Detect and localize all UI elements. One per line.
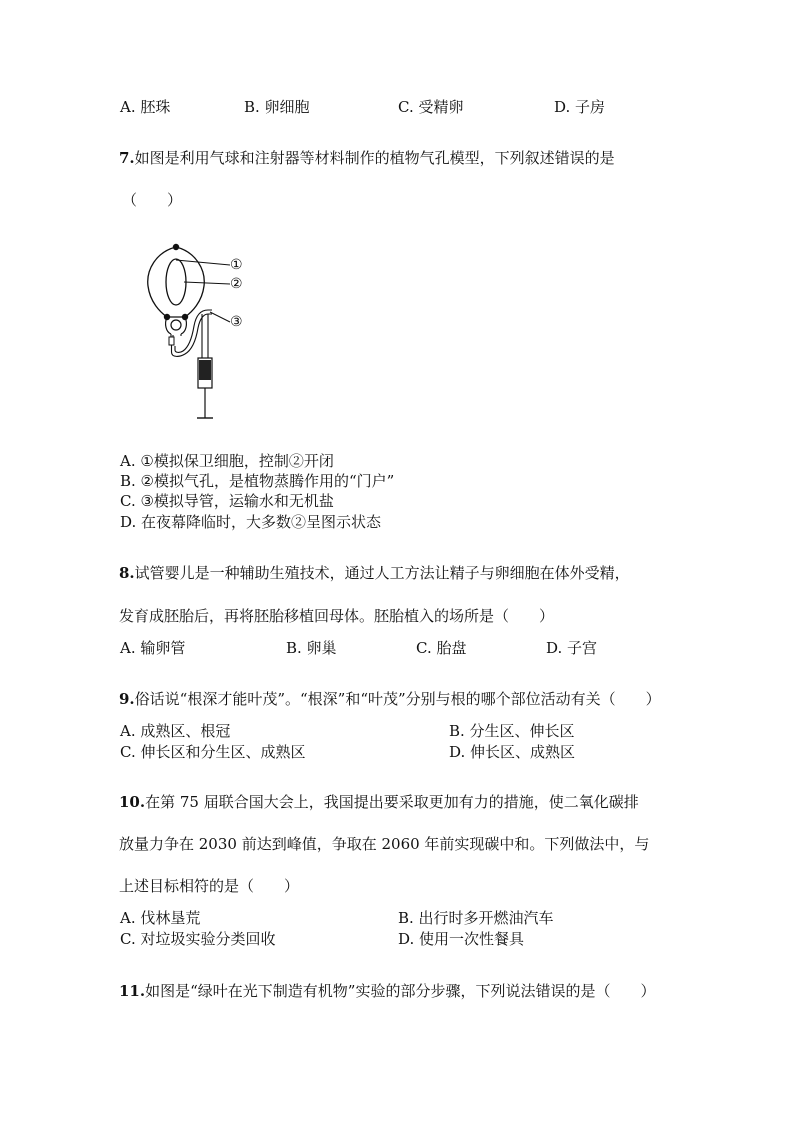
q8-stem-line1 <box>119 563 630 583</box>
q7-option-b: B. ②模拟气孔，是植物蒸腾作用的“门户” <box>120 472 395 490</box>
q7-blank: （ ） <box>122 191 183 209</box>
connector-loop <box>171 320 181 330</box>
figure-label-1: ① <box>230 257 243 273</box>
q9-option-a: A. 成熟区、根冠 <box>120 722 231 740</box>
stoma-model-figure <box>140 240 280 425</box>
q7-stem-text: 如图是利用气球和注射器等材料制作的植物气孔模型，下列叙述错误的是 <box>134 149 615 167</box>
q7-option-c: C. ③模拟导管，运输水和无机盐 <box>120 492 334 510</box>
q8-option-d: D. 子宫 <box>546 639 598 657</box>
q10-stem-line2: 放量力争在 2030 前达到峰值，争取在 2060 年前实现碳中和。下列做法中，与 <box>119 835 650 853</box>
q6-option-b: B. 卵细胞 <box>244 98 310 116</box>
figure-label-3: ③ <box>230 314 243 330</box>
q10-option-b: B. 出行时多开燃油汽车 <box>398 909 554 927</box>
q10-option-a: A. 伐林垦荒 <box>120 909 201 927</box>
q6-option-a: A. 胚珠 <box>120 98 171 116</box>
q7-option-d: D. 在夜幕降临时，大多数②呈图示状态 <box>120 513 382 531</box>
q10-stem-line3: 上述目标相符的是（ ） <box>119 877 300 895</box>
q7-number: 7. <box>119 149 135 167</box>
stoma-opening <box>166 259 186 305</box>
q7-option-a: A. ①模拟保卫细胞，控制②开闭 <box>120 452 334 470</box>
q8-option-b: B. 卵巢 <box>286 639 337 657</box>
q6-option-c: C. 受精卵 <box>398 98 464 116</box>
q9-number: 9. <box>119 690 135 708</box>
q10-stem-text: 在第 75 届联合国大会上，我国提出要采取更加有力的措施，使二氧化碳排 <box>145 793 639 811</box>
q8-stem-line2: 发育成胚胎后，再将胚胎移植回母体。胚胎植入的场所是（ ） <box>119 607 555 625</box>
top-knot <box>173 244 179 250</box>
q8-number: 8. <box>119 564 135 582</box>
q10-stem-line1 <box>119 792 639 812</box>
q9-option-b: B. 分生区、伸长区 <box>449 722 575 740</box>
q10-number: 10. <box>119 793 146 811</box>
q10-option-d: D. 使用一次性餐具 <box>398 930 525 948</box>
q8-option-c: C. 胎盘 <box>416 639 467 657</box>
q11-stem <box>119 981 655 1001</box>
q9-option-d: D. 伸长区、成熟区 <box>449 743 576 761</box>
q9-stem-text: 俗话说“根深才能叶茂”。“根深”和“叶茂”分别与根的哪个部位活动有关（ ） <box>134 690 661 708</box>
q8-option-a: A. 输卵管 <box>120 639 186 657</box>
guard-cell-outline <box>148 247 205 317</box>
q10-option-c: C. 对垃圾实验分类回收 <box>120 930 276 948</box>
q11-number: 11. <box>119 982 146 1000</box>
q8-stem-text: 试管婴儿是一种辅助生殖技术，通过人工方法让精子与卵细胞在体外受精， <box>134 564 630 582</box>
q9-stem <box>119 689 661 709</box>
figure-label-2: ② <box>230 276 243 292</box>
q9-option-c: C. 伸长区和分生区、成熟区 <box>120 743 306 761</box>
syringe-plunger <box>199 360 211 380</box>
q7-stem <box>119 148 615 168</box>
q6-option-d: D. 子房 <box>554 98 606 116</box>
q11-stem-text: 如图是“绿叶在光下制造有机物”实验的部分步骤，下列说法错误的是（ ） <box>145 982 656 1000</box>
